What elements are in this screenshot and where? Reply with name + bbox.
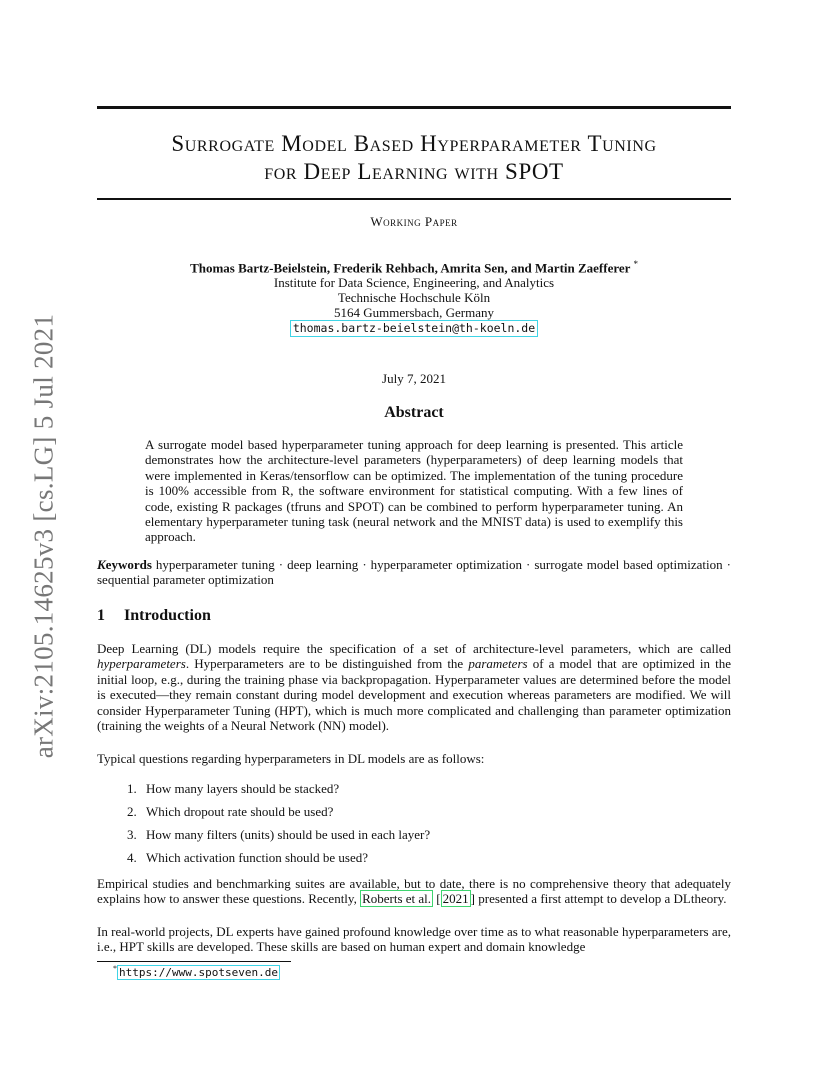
list-item: 2. Which dropout rate should be used? — [127, 804, 334, 819]
list-item: 1. How many layers should be stacked? — [127, 781, 340, 796]
keywords-block — [97, 557, 731, 588]
footnote-rule — [97, 961, 291, 962]
abstract-text: A surrogate model based hyperparameter tuning approach for deep learning is presented. This article demonstrates how the architecture-level parameters (hyperparameters) of deep learning models that were implemented in Keras/tensorflow can be optimized. The implementation of the tuning procedure is 100% accessible from R, the software environment for statistical computing. With a few lines of code, existing R packages (tfruns and SPOT) can be combined to perform hyperparameter tuning. An elementary hyperparameter tuning task (neural network and the MNIST data) is used to exemplify this approach. — [145, 437, 683, 545]
footnote — [113, 964, 280, 979]
title-line-1: Surrogate Model Based Hyperparameter Tuning — [171, 131, 657, 156]
keywords-text: hyperparameter tuning · deep learning · hyperparameter optimization · surrogate model based optimization · sequential parameter optimization — [97, 557, 731, 588]
citation-year-link[interactable]: 2021 — [442, 891, 469, 907]
section-heading-introduction — [97, 607, 211, 625]
paper-title — [97, 130, 731, 186]
section-title: Introduction — [124, 607, 211, 624]
intro-paragraph-1: Deep Learning (DL) models require the specification of a set of architecture-level parameters, which are called hyperparameters. Hyperparameters are to be distinguished from the parameters of a model that are optimized in the initial loop, e.g., during the training phase via backpropagation. Hyperparameter values are determined before the model is executed—they remain constant during model development and execution whereas parameters are modified. We will consider Hyperparameter Tuning (HPT), which is much more complicated and challenging than parameter optimization (training the weights of a Neural Network (NN) model). — [97, 641, 732, 734]
title-bottom-rule — [97, 198, 731, 200]
intro-paragraph-2: Typical questions regarding hyperparameters in DL models are as follows: — [97, 751, 485, 766]
author-university: Technische Hochschule Köln — [337, 290, 491, 306]
footnote-mark: * — [113, 964, 117, 973]
arxiv-identifier: arXiv:2105.14625v3 [cs.LG] 5 Jul 2021 — [28, 313, 59, 759]
working-paper-label: Working Paper — [370, 214, 458, 229]
abstract-heading: Abstract — [384, 404, 444, 421]
author-footnote-mark: * — [633, 259, 638, 269]
questions-list — [127, 781, 430, 873]
list-item: 3. How many filters (units) should be used in each layer? — [127, 827, 431, 842]
author-institute: Institute for Data Science, Engineering, and Analytics — [273, 275, 555, 291]
citation-author-link[interactable]: Roberts et al. — [362, 891, 432, 907]
emphasis-hyperparameters: hyperparameters — [97, 656, 186, 672]
author-block — [97, 257, 731, 337]
title-top-rule — [97, 106, 731, 109]
list-item: 4. Which activation function should be used? — [127, 850, 369, 865]
author-names: Thomas Bartz-Beielstein, Frederik Rehbach, Amrita Sen, and Martin Zaefferer — [190, 260, 631, 276]
emphasis-parameters: parameters — [468, 656, 528, 672]
author-email-link[interactable]: thomas.bartz-beielstein@th-koeln.de — [290, 320, 538, 337]
keywords-label: Keywords — [97, 557, 152, 572]
intro-paragraph-3: Empirical studies and benchmarking suites are available, but to date, there is no comprehensive theory that adequately explains how to answer these questions. Recently, Roberts et al. [ 2021 ] presented a first attempt to develop a DLtheory. — [97, 876, 731, 907]
footnote-url-link[interactable]: https://www.spotseven.de — [119, 965, 278, 979]
intro-paragraph-4: In real-world projects, DL experts have gained profound knowledge over time as to what reasonable hyperparameters are, i.e., HPT skills are developed. These skills are based on human expert and domain knowledge — [97, 924, 731, 955]
author-address: 5164 Gummersbach, Germany — [334, 305, 494, 321]
paper-date: July 7, 2021 — [382, 371, 446, 386]
title-line-2: for Deep Learning with SPOT — [264, 159, 564, 184]
section-number: 1 — [97, 607, 105, 624]
